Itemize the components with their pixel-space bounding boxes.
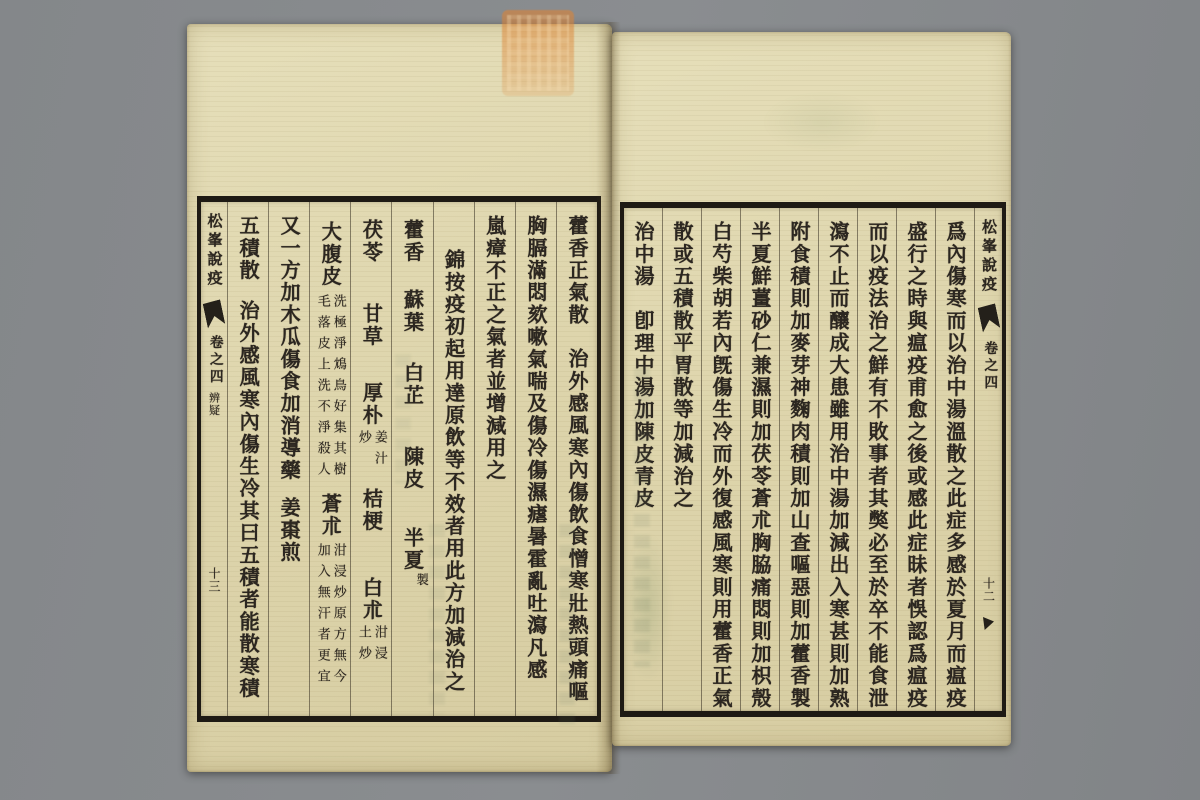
column-text: 蘇葉: [400, 289, 425, 334]
banxin-column: [975, 208, 1002, 711]
column-text: 錦按疫初起用達原飲等不效者用此方加減治之: [441, 249, 466, 693]
note-right-column: 泔浸炒原方無今: [330, 543, 346, 691]
column-text: 藿香: [400, 219, 425, 264]
column-text: 五積散: [236, 215, 261, 282]
column-text: 白芍柴胡若內旣傷生冷而外復感風寒則用藿香正氣: [709, 221, 733, 710]
banxin-book-title: 松峯說疫: [980, 219, 998, 295]
text-column: [434, 202, 475, 716]
banxin-column: [201, 202, 228, 716]
collector-seal-stamp: [502, 10, 574, 96]
column-text: 附食積則加麥芽神麴肉積則加山查嘔惡則加藿香製: [787, 221, 811, 710]
text-column: [624, 208, 663, 711]
banxin-volume-label: 卷之四: [206, 335, 223, 386]
text-column: [858, 208, 897, 711]
column-text: 白芷: [400, 361, 425, 407]
column-text: 盛行之時與瘟疫甫愈之後或感此症昧者悞認爲瘟疫: [904, 221, 928, 710]
column-text: 瀉不止而釀成大患雖用治中湯加減出入寒甚則加熟: [826, 221, 850, 710]
right-text-frame: [620, 202, 1006, 717]
column-text: 蒼朮: [318, 492, 343, 538]
note-left-column: 毛落皮上洗不淨殺人: [314, 293, 330, 483]
note-left-column: 土炒: [355, 625, 371, 668]
column-text: 又一方加木瓜傷食加消導藥: [277, 215, 302, 482]
text-column: [702, 208, 741, 711]
banxin-page-number: 十二: [981, 577, 996, 603]
text-column: [269, 202, 310, 716]
banxin-volume-label: 卷之四: [981, 341, 998, 392]
fishtail-mark-icon: [203, 299, 226, 328]
column-text: 白朮: [359, 576, 384, 622]
column-text: 茯苓: [359, 219, 384, 264]
column-text: 大腹皮: [318, 221, 343, 288]
column-text: 藿香正氣散: [564, 215, 589, 326]
text-column: [741, 208, 780, 711]
column-text: 散或五積散平胃散等加減治之: [670, 221, 694, 510]
text-column: [663, 208, 702, 711]
column-text: 爲內傷寒而以治中湯溫散之此症多感於夏月而瘟疫: [943, 221, 967, 710]
column-text: 厚朴: [359, 381, 384, 427]
column-text: 治中湯: [631, 221, 655, 288]
small-note: 製: [414, 573, 430, 588]
column-text: 胸膈滿悶欬嗽氣喘及傷冷傷濕瘧暑霍亂吐瀉凡感: [523, 215, 548, 682]
column-text: 治外感風寒內傷飲食憎寒壯熱頭痛嘔: [564, 348, 589, 704]
note-left-column: 加入無汗者更宜: [314, 543, 330, 691]
column-text: 治外感風寒內傷生冷其曰五積者能散寒積: [236, 299, 261, 700]
column-text: 卽理中湯加陳皮青皮: [631, 309, 655, 510]
column-text: 甘草: [359, 303, 384, 348]
note-right-column: 洗極淨鴆鳥好集其樹: [330, 293, 346, 483]
banxin-section-label: 辨疑: [207, 392, 221, 417]
text-column: [475, 202, 516, 716]
text-column: [310, 202, 351, 716]
small-note-double: [357, 430, 386, 472]
text-column: [228, 202, 269, 716]
small-note-double: [316, 294, 345, 483]
text-column: [351, 202, 392, 716]
text-column: [516, 202, 557, 716]
note-right-column: 姜汁: [371, 430, 387, 473]
note-right-column: 泔浸: [371, 625, 387, 668]
column-text: 嵐瘴不正之氣者並增減用之: [482, 215, 507, 482]
paper-stain: [762, 92, 882, 152]
column-text: 姜棗煎: [277, 497, 302, 565]
small-note-double: [316, 543, 345, 690]
banxin-page-number: 十三: [207, 567, 222, 593]
note-left-column: 炒: [355, 430, 371, 452]
text-column: [897, 208, 936, 711]
small-note-double: [357, 625, 386, 667]
column-text: 而以疫法治之鮮有不敗事者其獘必至於卒不能食泄: [865, 221, 889, 710]
column-text: 半夏: [400, 526, 425, 572]
column-text: 半夏鮮薑砂仁兼濕則加茯苓蒼朮胸脇痛悶則加枳殼: [748, 221, 772, 710]
left-text-frame: [197, 196, 601, 722]
fishtail-mark-icon: [983, 617, 994, 630]
text-column: [780, 208, 819, 711]
left-page: [187, 24, 612, 772]
banxin-book-title: 松峯說疫: [205, 213, 224, 289]
column-text: 陳皮: [400, 446, 425, 491]
column-text: 桔梗: [359, 488, 384, 533]
text-column: [392, 202, 433, 716]
text-column: [557, 202, 597, 716]
fishtail-mark-icon: [977, 303, 1000, 332]
text-column: [819, 208, 858, 711]
right-page: [612, 32, 1011, 746]
text-column: [936, 208, 975, 711]
